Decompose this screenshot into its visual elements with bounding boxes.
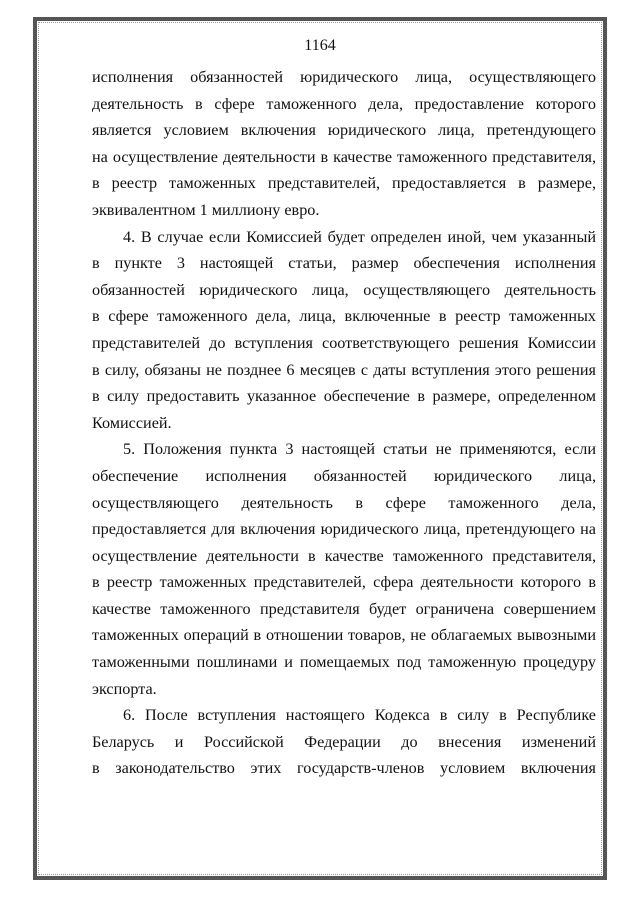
paragraph bbox=[92, 702, 596, 782]
text-line: на осуществление деятельности в качестве таможенного представителя, bbox=[92, 147, 596, 166]
text-line: предоставляется для включения юридического лица, претендующего на bbox=[92, 520, 596, 539]
text-line: Беларусь и Российской Федерации до внесения изменений bbox=[92, 732, 596, 751]
page-number: 1164 bbox=[304, 37, 336, 54]
text-line: 6. После вступления настоящего Кодекса в силу в Республике bbox=[123, 706, 596, 725]
text-line: обязанностей юридического лица, осуществляющего деятельность bbox=[92, 280, 596, 299]
text-line: деятельность в сфере таможенного дела, предоставление которого bbox=[92, 94, 596, 113]
text-line: в силу предоставить указанное обеспечение в размере, определенном bbox=[92, 387, 596, 406]
text-line: в сфере таможенного дела, лица, включенные в реестр таможенных bbox=[92, 307, 596, 326]
text-line: экспорта. bbox=[92, 679, 157, 698]
text-line: 5. Положения пункта 3 настоящей статьи не применяются, если bbox=[123, 440, 596, 459]
text-line: в реестр таможенных представителей, предоставляется в размере, bbox=[92, 174, 596, 193]
text-line: таможенными пошлинами и помещаемых под таможенную процедуру bbox=[92, 653, 596, 672]
text-line: качестве таможенного представителя будет ограничена совершением bbox=[92, 599, 596, 618]
text-line: таможенных операций в отношении товаров, не облагаемых вывозными bbox=[92, 626, 596, 645]
text-line: 4. В случае если Комиссией будет определен иной, чем указанный bbox=[123, 227, 596, 246]
document-body bbox=[92, 64, 596, 782]
text-line: исполнения обязанностей юридического лица, осуществляющего bbox=[92, 68, 596, 86]
text-line: представителей до вступления соответствующего решения Комиссии bbox=[92, 333, 596, 352]
text-line: в реестр таможенных представителей, сфера деятельности которого в bbox=[92, 573, 596, 592]
text-line: в силу, обязаны не позднее 6 месяцев с даты вступления этого решения bbox=[92, 360, 596, 379]
text-line: в законодательство этих государств-членов условием включения bbox=[92, 759, 596, 778]
paragraph bbox=[92, 224, 596, 437]
text-line: осуществление деятельности в качестве таможенного представителя, bbox=[92, 546, 596, 565]
text-line: в пункте 3 настоящей статьи, размер обеспечения исполнения bbox=[92, 254, 596, 273]
text-line: осуществляющего деятельность в сфере таможенного дела, bbox=[92, 493, 596, 512]
text-line: обеспечение исполнения обязанностей юридического лица, bbox=[92, 466, 596, 485]
paragraph bbox=[92, 64, 596, 224]
paragraph bbox=[92, 436, 596, 702]
text-line: эквивалентном 1 миллиону евро. bbox=[92, 200, 320, 219]
text-line: является условием включения юридического лица, претендующего bbox=[92, 121, 596, 140]
text-line: Комиссией. bbox=[92, 413, 172, 432]
